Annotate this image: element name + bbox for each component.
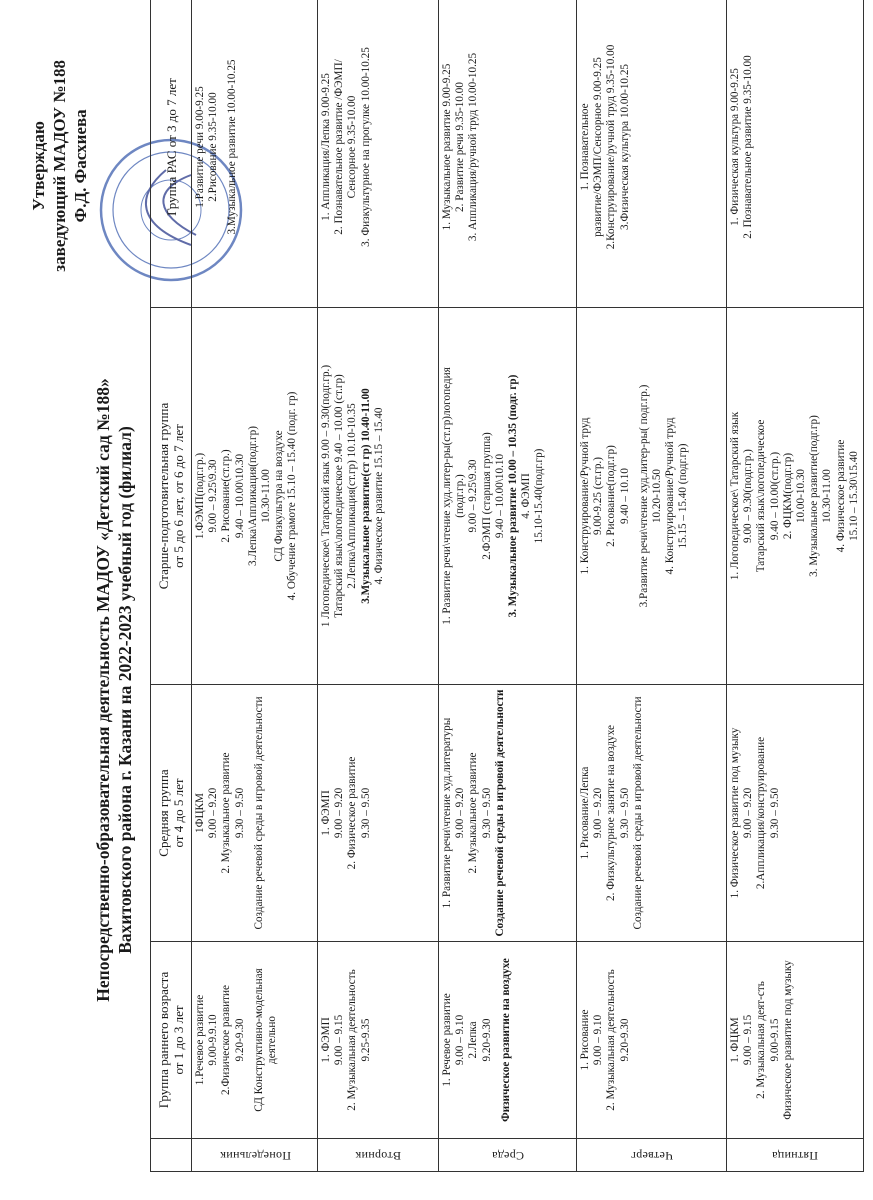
schedule-line: 1. ФЭМП	[320, 1017, 332, 1063]
schedule-line: 9.00 – 9.20	[742, 787, 755, 839]
table-row	[439, 0, 577, 1172]
schedule-line: 15.15 – 15.40 (подг.гр)	[677, 443, 690, 549]
schedule-line: 3.Физическая культура 10.00-10.25	[618, 63, 631, 231]
column-header-line: Старше-подготовительная группа	[156, 402, 171, 590]
schedule-cell	[727, 942, 864, 1139]
day-label: Вторник	[355, 1148, 401, 1163]
day-label: Четверг	[630, 1148, 673, 1163]
schedule-line: 9.30 – 9.50	[480, 787, 493, 839]
schedule-line: 1.ФЭМП(подг.гр.)	[194, 452, 206, 540]
schedule-line: 2. Музыкальная деятельность	[346, 969, 359, 1111]
schedule-cell	[192, 308, 318, 685]
schedule-line: 10.20-10.50	[651, 468, 664, 524]
schedule-line: 2. Музыкальное развитие	[220, 752, 233, 874]
schedule-line: 2. Познавательное развитие 9.35-10.00	[742, 55, 755, 239]
schedule-line: 2. Рисование(ст.гр.)	[220, 449, 233, 543]
day-label-cell	[577, 1139, 727, 1172]
schedule-line: 2.Физическое развитие	[220, 985, 233, 1095]
title-line-2: Вахитовского района г. Казани на 2022-2023 учебный год (филиал)	[115, 426, 135, 954]
schedule-line: 1. Развитие речи\чтение худ.литературы	[441, 717, 453, 909]
schedule-line: 1. Логопедическое\ Татарский язык	[729, 411, 741, 581]
schedule-line: 4. Обучение грамоте 15.10 – 15.40 (подг. гр)	[286, 391, 299, 601]
schedule-cell	[439, 685, 577, 942]
schedule-line: СД Физкультура на воздухе	[273, 430, 286, 562]
schedule-line: СД Конструктивно-модельная	[252, 968, 265, 1112]
schedule-line: 2.ФЭМП (старшая группа)	[480, 432, 493, 560]
schedule-line: 9.00 – 9.25\9.30	[467, 459, 480, 533]
schedule-line: 9.00-9.9.10	[207, 1014, 220, 1066]
schedule-line: 3.Музыкальное развитие(ст гр) 10.40-11.00	[359, 388, 372, 604]
schedule-line: 2. Музыкальная деят-сть	[755, 981, 768, 1099]
schedule-cell	[439, 308, 577, 685]
schedule-line: 4. Физическое развитие	[834, 439, 847, 553]
schedule-line: 9.00 – 9.10	[592, 1014, 605, 1066]
table-row	[727, 0, 864, 1172]
page-title	[92, 320, 136, 1060]
schedule-cell	[192, 0, 318, 308]
column-header-2	[151, 685, 192, 942]
approval-line-2: заведующий МАДОУ №188	[50, 60, 69, 272]
schedule-line: 1. Познавательное	[579, 103, 591, 191]
schedule-line: (подг.гр.)	[454, 474, 467, 518]
schedule-line: 3. Аппликация/ручной труд 10.00-10.25	[467, 52, 480, 242]
schedule-line: 3. Физкультурное на прогулке 10.00-10.25	[359, 47, 372, 247]
day-label: Пятница	[771, 1148, 819, 1163]
schedule-line: деятельно	[266, 1016, 279, 1064]
day-label: Среда	[491, 1148, 524, 1163]
schedule-line: 1. ФЭМП	[320, 790, 332, 836]
schedule-line: 2. Развитие речи 9.35-10.00	[454, 82, 467, 212]
schedule-line: 1.Речевое развитие	[194, 994, 206, 1086]
table-row	[577, 0, 727, 1172]
schedule-line: 1ФЦКМ	[194, 793, 206, 833]
schedule-line: 9.25-9.35	[359, 1018, 372, 1062]
schedule-line: 9.00 – 9.25\9.30	[207, 459, 220, 533]
schedule-line: 9.00 – 9.20	[592, 787, 605, 839]
day-label: Понедельник	[218, 1148, 291, 1163]
schedule-line: 2. Музыкальная деятельность	[605, 969, 618, 1111]
schedule-line: 9.30 – 9.50	[768, 787, 781, 839]
schedule-line: 1. Развитие речи\чтение худ.литер-ры(ст.гр)логопедия	[441, 367, 453, 625]
schedule-line: 9.00 – 9.30(подг.гр.)	[742, 449, 755, 543]
schedule-cell	[577, 685, 727, 942]
day-label-cell	[318, 1139, 439, 1172]
schedule-cell	[577, 942, 727, 1139]
schedule-line: 9.20-9.30	[480, 1018, 493, 1062]
schedule-line: 9.00 – 9.20	[333, 787, 346, 839]
schedule-table	[150, 0, 864, 1172]
schedule-body	[192, 0, 864, 1172]
schedule-cell	[727, 685, 864, 942]
schedule-line: 4. Физическое развитие 15.15 – 15.40	[372, 407, 385, 585]
schedule-line: 2. Физическое развитие	[346, 756, 359, 870]
schedule-line: Создание речевой среды в игровой деятельности	[631, 696, 644, 930]
schedule-line: 15.10 – 15.30\15.40	[847, 451, 860, 541]
schedule-line: 9.40 – 10.00\10.10	[493, 453, 506, 539]
schedule-line: 1. ФЦКМ	[729, 1017, 741, 1063]
schedule-cell	[318, 942, 439, 1139]
schedule-line: 2. Музыкальное развитие	[467, 752, 480, 874]
column-header-line: от 1 до 3 лет	[171, 1005, 186, 1075]
schedule-line: 9.40 – 10.10	[618, 468, 631, 524]
column-header-line: Группа раннего возраста	[156, 971, 171, 1109]
schedule-line: Физическое развитие под музыку	[781, 960, 794, 1120]
schedule-line: 1.Развитие речи 9.00-9.25	[194, 86, 206, 208]
schedule-cell	[318, 308, 439, 685]
schedule-line: 9.40 – 10.00(ст.гр.)	[768, 451, 781, 541]
schedule-line: развитие/ФЭМП/Сенсорное 9.00-9.25	[592, 57, 605, 237]
schedule-line: 2.Аппликация/конструирование	[755, 736, 768, 890]
schedule-cell	[318, 685, 439, 942]
schedule-line: 1. Рисование	[579, 1009, 591, 1071]
schedule-line: 9.00 – 9.15	[742, 1014, 755, 1066]
schedule-line: Физическое развитие на воздухе	[499, 958, 512, 1122]
schedule-line: 1. Физическая культура 9.00-9.25	[729, 68, 741, 226]
schedule-line: 10.00-10.30	[795, 468, 808, 524]
schedule-cell	[192, 685, 318, 942]
schedule-line: 2.Лепка	[467, 1021, 480, 1059]
schedule-cell	[318, 0, 439, 308]
schedule-line: Создание речевой среды в игровой деятельности	[493, 689, 506, 937]
schedule-line: 3.Развитие речи\чтение худ.литер-ры( подг.гр.)	[637, 384, 650, 608]
schedule-line: 9.30 – 9.50	[618, 787, 631, 839]
schedule-line: 2. Физкультурное занятие на воздухе	[605, 725, 618, 901]
schedule-cell	[192, 942, 318, 1139]
schedule-cell	[577, 308, 727, 685]
schedule-line: 1 Логопедическое\ Татарский язык 9.00 – 9.30(подг.гр.)	[320, 364, 332, 628]
column-header-1	[151, 942, 192, 1139]
schedule-line: 3. Музыкальное развитие(подг.гр)	[808, 415, 821, 577]
schedule-line: 1. Речевое развитие	[441, 993, 453, 1087]
schedule-line: 1. Физическое развитие под музыку	[729, 727, 741, 899]
schedule-line: 1. Конструирование/Ручной труд	[579, 417, 591, 575]
schedule-line: 9.00 – 9.20	[454, 787, 467, 839]
schedule-line: 1. Аппликация/Лепка 9.00-9.25	[320, 73, 332, 221]
column-header-line: Средняя группа	[156, 769, 171, 857]
schedule-line: 9.20-9.30	[233, 1018, 246, 1062]
schedule-line: 3. Музыкальное развитие 10.00 – 10.35 (подг. гр)	[507, 374, 520, 618]
schedule-line: 4. ФЭМП	[520, 473, 533, 519]
schedule-cell	[727, 0, 864, 308]
schedule-line: Сенсорное 9.35-10.00	[346, 95, 359, 199]
schedule-line: 9.00-9.15	[768, 1018, 781, 1062]
schedule-line: 2.Рисование 9.35-10.00	[207, 92, 220, 202]
schedule-line: 1. Музыкальное развитие 9.00-9.25	[441, 63, 453, 231]
schedule-cell	[439, 942, 577, 1139]
column-header-line: от 5 до 6 лет, от 6 до 7 лет	[171, 424, 186, 568]
schedule-line: 3.Лепка\Аппликация(подг.гр)	[246, 426, 259, 566]
schedule-cell	[727, 308, 864, 685]
schedule-line: 9.00-9.25 (ст.гр.)	[592, 457, 605, 535]
schedule-line: 3.Музыкальное развитие 10.00-10.25	[226, 59, 239, 235]
schedule-line: 15.10-15.40(подг.гр)	[533, 448, 546, 544]
schedule-cell	[577, 0, 727, 308]
schedule-line: 4. Конструирование/Ручной труд	[664, 417, 677, 575]
column-header-3	[151, 308, 192, 685]
day-label-cell	[727, 1139, 864, 1172]
schedule-line: 9.30 – 9.50	[359, 787, 372, 839]
column-header-line: от 4 до 5 лет	[171, 778, 186, 848]
schedule-line: 10.30-11.00	[821, 469, 834, 523]
schedule-line: 10.30-11.00	[260, 469, 273, 523]
schedule-line: Создание речевой среды в игровой деятельности	[252, 696, 265, 930]
table-row	[192, 0, 318, 1172]
schedule-line: 2.Лепка\Аппликация(ст.гр) 10.10-10.35	[346, 403, 359, 589]
schedule-line: 9.20-9.30	[618, 1018, 631, 1062]
schedule-line: 2. ФЦКМ(подг.гр)	[781, 452, 794, 540]
schedule-line: 9.40 – 10.00\10.30	[233, 453, 246, 539]
schedule-line: 2. Познавательное развитие /ФЭМП/	[333, 59, 346, 235]
day-label-cell	[439, 1139, 577, 1172]
schedule-line: 1. Рисование/Лепка	[579, 766, 591, 860]
schedule-line: Татарский язык\логопедическое	[755, 419, 768, 573]
schedule-line: 9.00 – 9.15	[333, 1014, 346, 1066]
schedule-line: Татарский язык\логопедическое 9.40 – 10.00 (ст.гр)	[333, 374, 346, 618]
column-header-line: Группа РАС от 3 до 7 лет	[163, 78, 179, 216]
schedule-line: 9.00 – 9.10	[454, 1014, 467, 1066]
schedule-line: 9.30 – 9.50	[233, 787, 246, 839]
schedule-line: 2.Конструирование/ручной труд 9.35-10.00	[605, 44, 618, 250]
header-row	[151, 0, 192, 1172]
column-header-4	[151, 0, 192, 308]
schedule-line: 9.00 – 9.20	[207, 787, 220, 839]
approval-signature: Ф.Д. Фасхиева	[71, 109, 90, 223]
approval-block	[28, 60, 91, 272]
approval-line-1: Утверждаю	[29, 121, 48, 211]
header-corner	[151, 1139, 192, 1172]
schedule-cell	[439, 0, 577, 308]
title-line-1: Непосредственно-образовательная деятельность МАДОУ «Детский сад №188»	[93, 378, 113, 1002]
table-row	[318, 0, 439, 1172]
schedule-line: 2. Рисование(подг.гр)	[605, 445, 618, 547]
day-label-cell	[192, 1139, 318, 1172]
